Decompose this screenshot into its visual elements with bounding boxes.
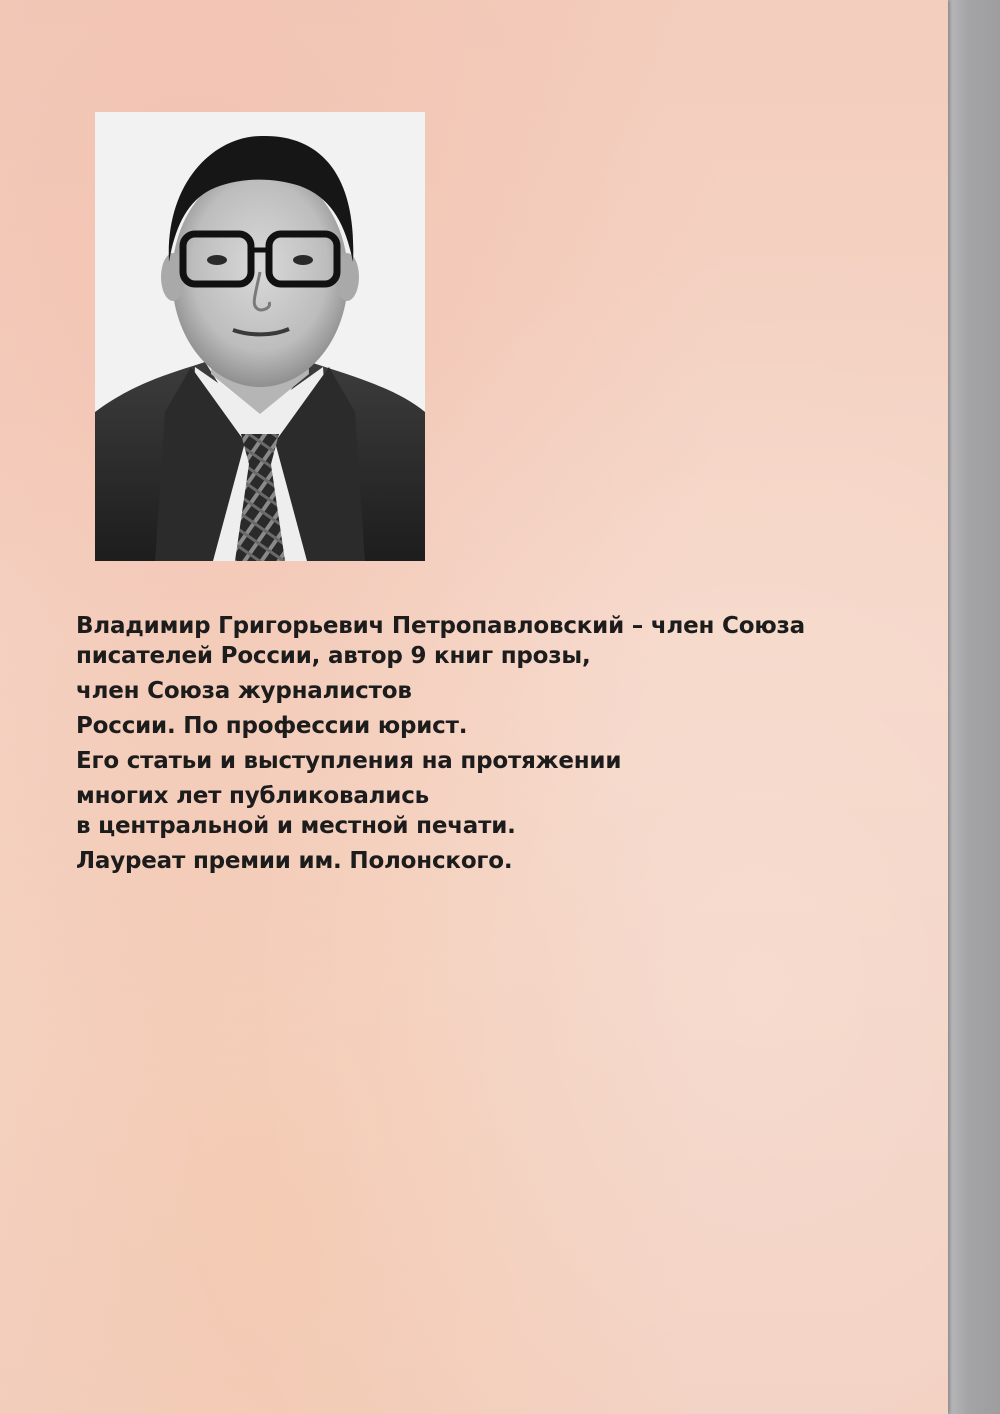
bio-line: Лауреат премии им. Полонского.: [76, 848, 513, 874]
bio-line: писателей России, автор 9 книг прозы,: [76, 643, 591, 669]
author-bio: [76, 612, 916, 882]
bio-line: Владимир Григорьевич Петропавловский – член Союза: [76, 613, 805, 639]
bio-line: Его статьи и выступления на протяжении: [76, 748, 622, 774]
author-portrait-photo: [95, 112, 425, 561]
bio-line: член Союза журналистов: [76, 678, 412, 704]
bio-line: России. По профессии юрист.: [76, 713, 468, 739]
bio-line: в центральной и местной печати.: [76, 813, 516, 839]
bio-line: многих лет публиковались: [76, 783, 429, 809]
scanner-background: [948, 0, 1000, 1414]
